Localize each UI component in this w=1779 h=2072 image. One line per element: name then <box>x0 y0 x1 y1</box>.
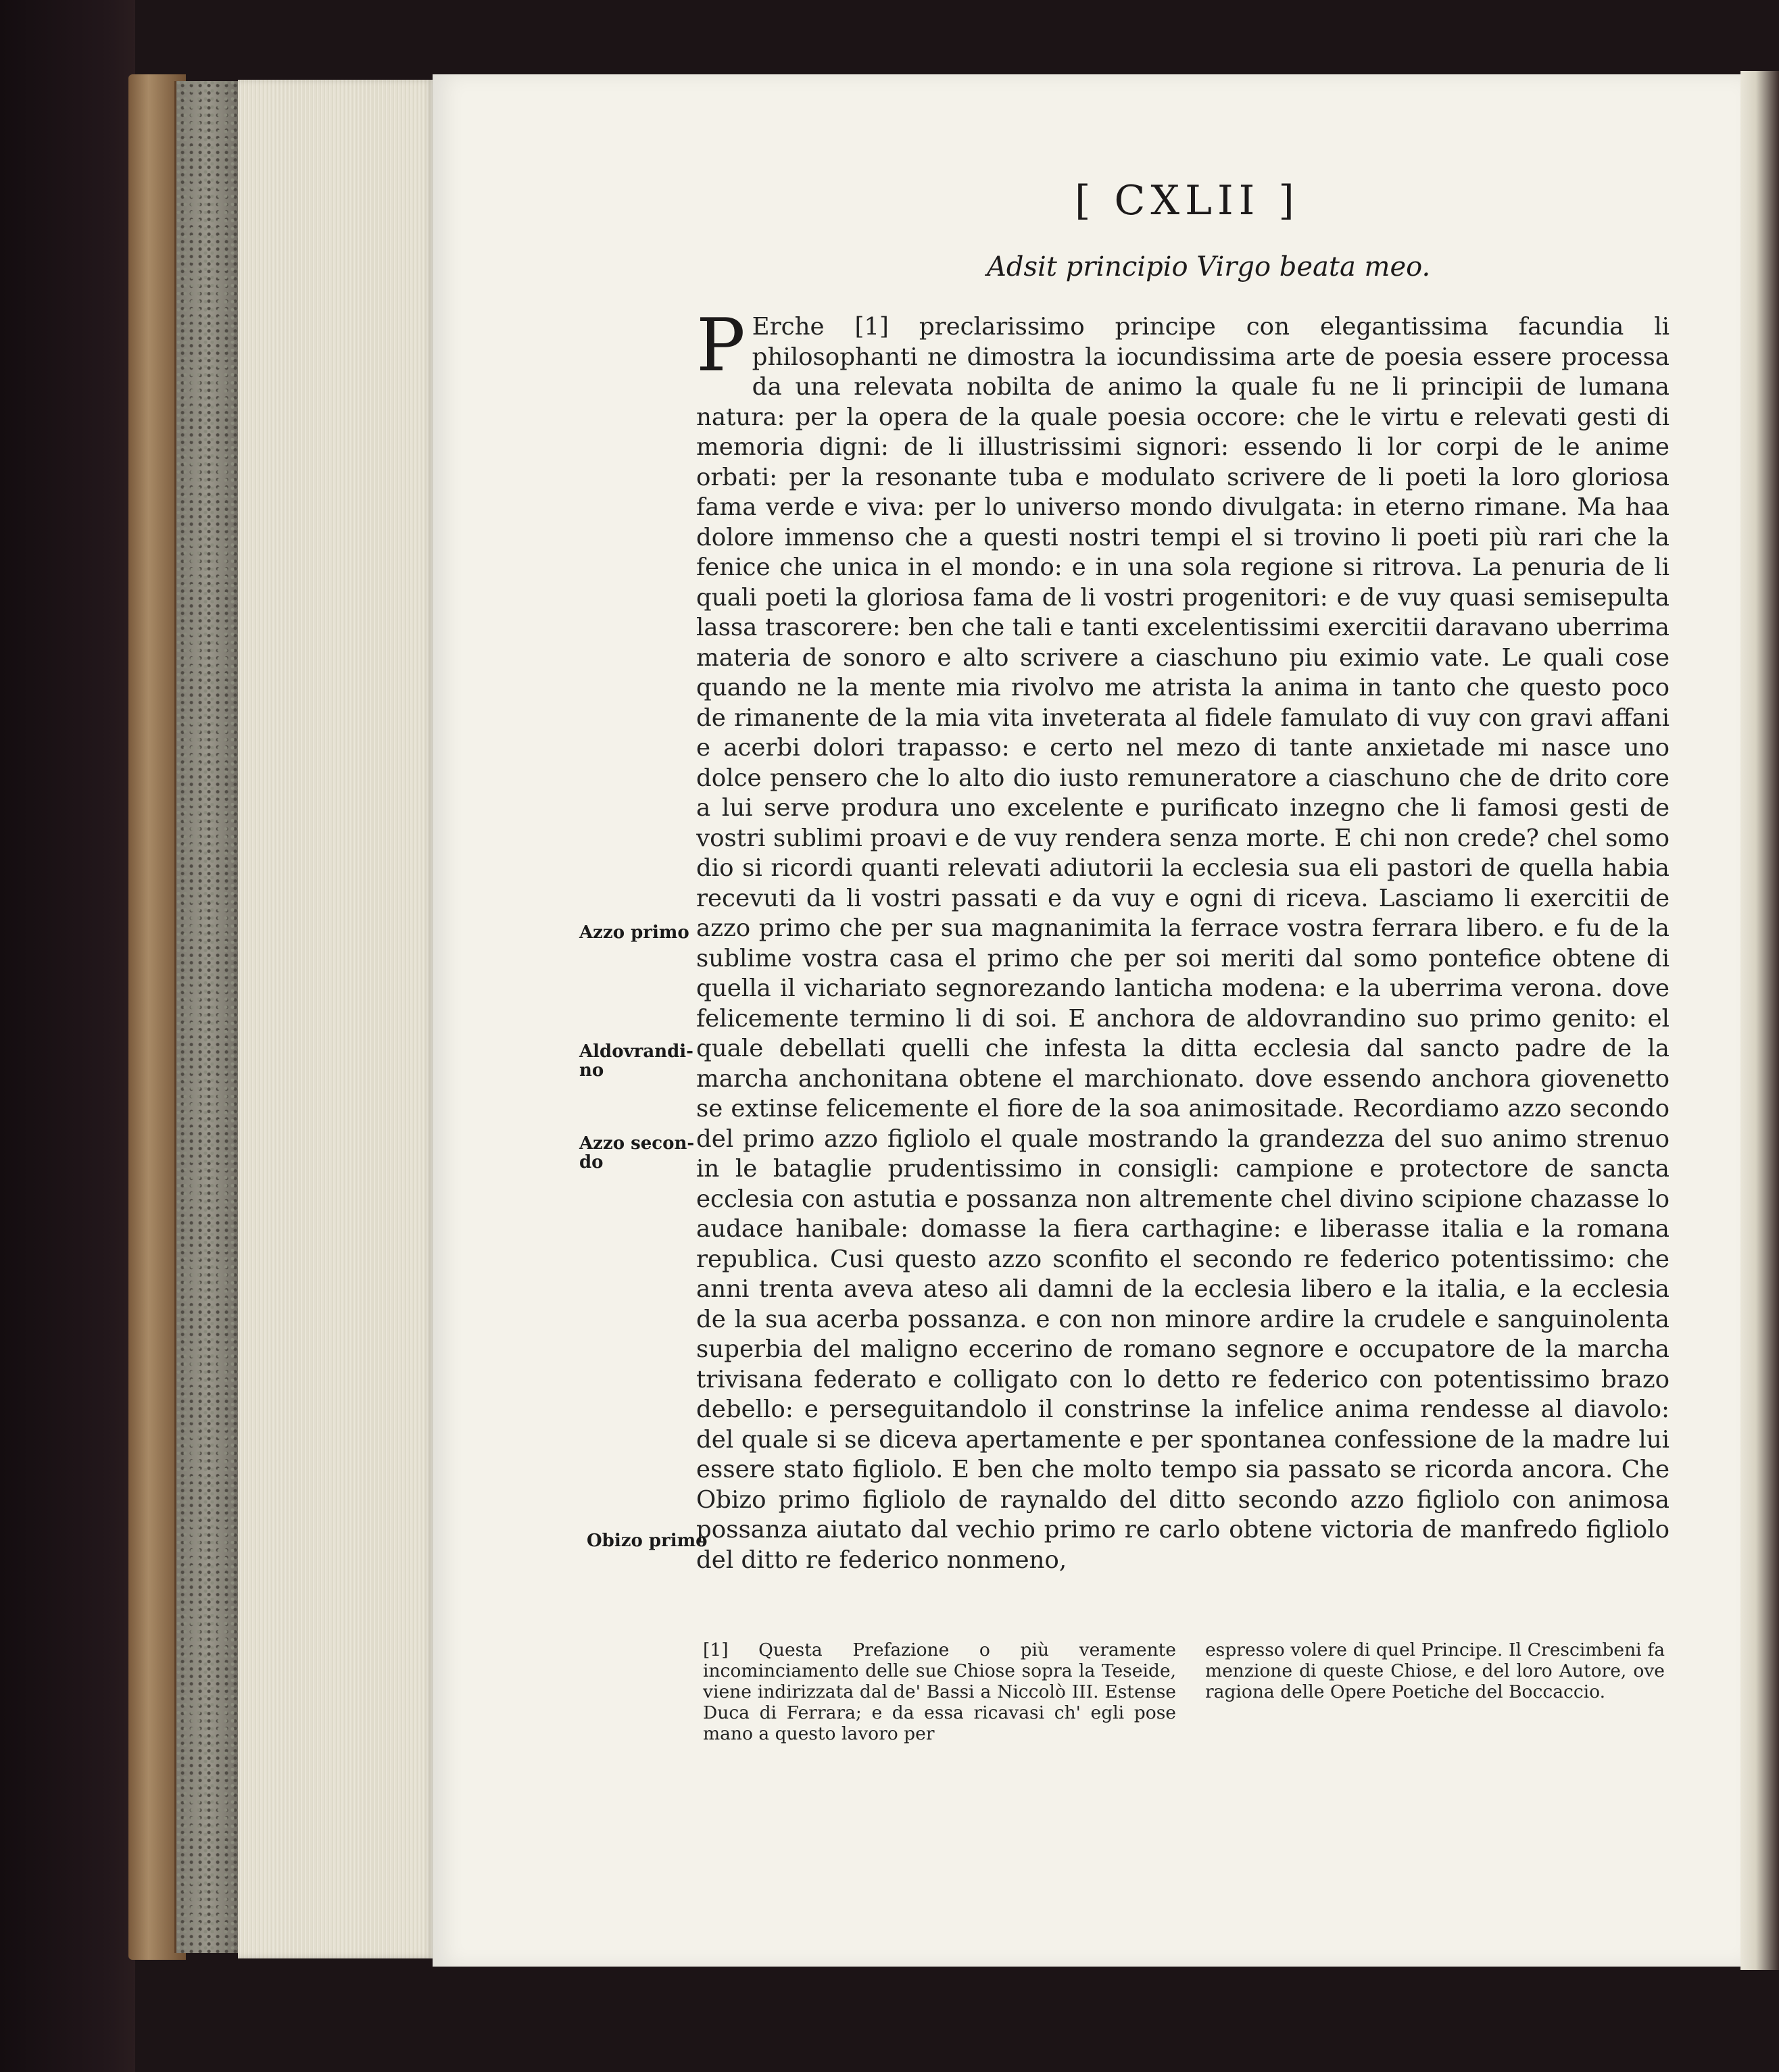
margin-note: Aldovrandi- no <box>579 1041 693 1081</box>
margin-note: Azzo primo <box>579 922 689 943</box>
drop-cap: P <box>696 312 746 388</box>
right-page-edge <box>1740 71 1779 1970</box>
body-paragraph: Erche [1] preclarissimo principe con elegantissima facundia li philosophanti ne dimostra la iocundissima arte de poesia essere processa da una relevata nobilta de animo la quale fu ne li principii de lumana natura: per la opera de la quale poesia occore: che le virtu e relevati gesti di memoria digni: de li illustrissimi signori: essendo li lor corpi de le anime orbati: per la resonante tuba e modulato scrivere de li poeti la loro gloriosa fama verde e viva: per lo universo mondo divulgata: in eterno rimane. Ma haa dolore immenso che a questi nostri tempi el si trovino li poeti più rari che la fenice che unica in el mondo: e in una sola regione si ritrova. La penuria de li quali poeti la gloriosa fama de li vostri progenitori: e de vuy quasi semisepulta lassa trascorere: ben che tali e tanti excelentissimi exercitii daravano uberrima materia de sonoro e alto scrivere a ciaschuno piu eximio vate. Le quali cose quando ne la mente mia rivolvo me atrista la anima in tanto che questo poco de rimanente de la mia vita inveterata al fidele famulato di vuy con gravi affani e acerbi dolori trapasso: e certo nel mezo di tante anxietade mi nasce uno dolce pensero che lo alto dio iusto remuneratore a ciaschuno che de drito core a lui serve produra uno excelente e purificato inzegno che li famosi gesti de vostri sublimi proavi e de vuy rendera senza morte. E chi non crede? chel somo dio si ricordi quanti relevati adiutorii la ecclesia sua eli pastori de quella habia recevuti da li vostri passati e da vuy e ogni di riceva. Lasciamo li exercitii de azzo primo che per sua magnanimita la ferrace vostra ferrara libero. e fu de la sublime vostra casa el primo che per soi meriti dal somo pontefice obtene di quella il vichariato segnorezando lanticha modena: e la uberrima verona. dove felicemente termino li di soi. E anchora de aldovrandino suo primo genito: el quale debellati quelli che infesta la ditta ecclesia dal sancto padre de la marcha anchonitana obtene el marchionato. dove essendo anchora giovenetto se extinse felicemente el fiore de la soa animositade. Recordiamo azzo secondo del primo azzo figliolo el quale mostrando la grandezza del suo animo strenuo in le bataglie prudentissimo in consigli: campione e protectore de sancta ecclesia con astutia e possanza non altremente chel divino scipione chazasse lo audace hanibale: domasse la fiera carthagine: e liberasse italia e la romana republica. Cusi questo azzo sconfito el secondo re federico potentissimo: che anni trenta aveva ateso ali damni de la ecclesia libero e la italia, e la ecclesia de la sua acerba possanza. e con non minore ardire la crudele e sanguinolenta superbia del maligno eccerino de romano segnore e occupatore de la marcha trivisana federato e colligato con lo detto re federico con potentissimo brazo debello: e perseguitandolo il constrinse la infelice anima rendesse al diavolo: del quale si se diceva apertamente e per spontanea confessione de la madre lui essere stato figliolo. E ben che molto tempo sia passato se ricorda ancora. Che Obizo primo figliolo de raynaldo del ditto secondo azzo figliolo con animosa possanza aiutato dal vechio primo re carlo obtene victoria de manfredo figliolo del ditto re federico nonmeno, <box>696 313 1670 1574</box>
book-cover-edge <box>174 81 241 1953</box>
footnote-left: [1] Questa Prefazione o più veramente incominciamento delle sue Chiose sopra la Teseide, viene indirizzata dal de' Bassi a Niccolò III. Estense Duca di Ferrara; e da essa ricavasi ch' egli pose mano a questo lavoro per <box>703 1639 1176 1744</box>
page-motto: Adsit principio Virgo beata meo. <box>987 251 1431 282</box>
margin-note: Azzo secon- do <box>579 1133 695 1173</box>
margin-note: Obizo primo <box>587 1531 708 1551</box>
background-left <box>0 0 135 2072</box>
footnote-right: espresso volere di quel Principe. Il Crescimbeni fa menzione di queste Chiose, e del loro Autore, ove ragiona delle Opere Poetiche del Boccaccio. <box>1205 1639 1665 1702</box>
page-header: [ CXLII ] <box>1075 177 1300 224</box>
body-text <box>696 312 1670 1610</box>
page-edges <box>238 80 434 1958</box>
